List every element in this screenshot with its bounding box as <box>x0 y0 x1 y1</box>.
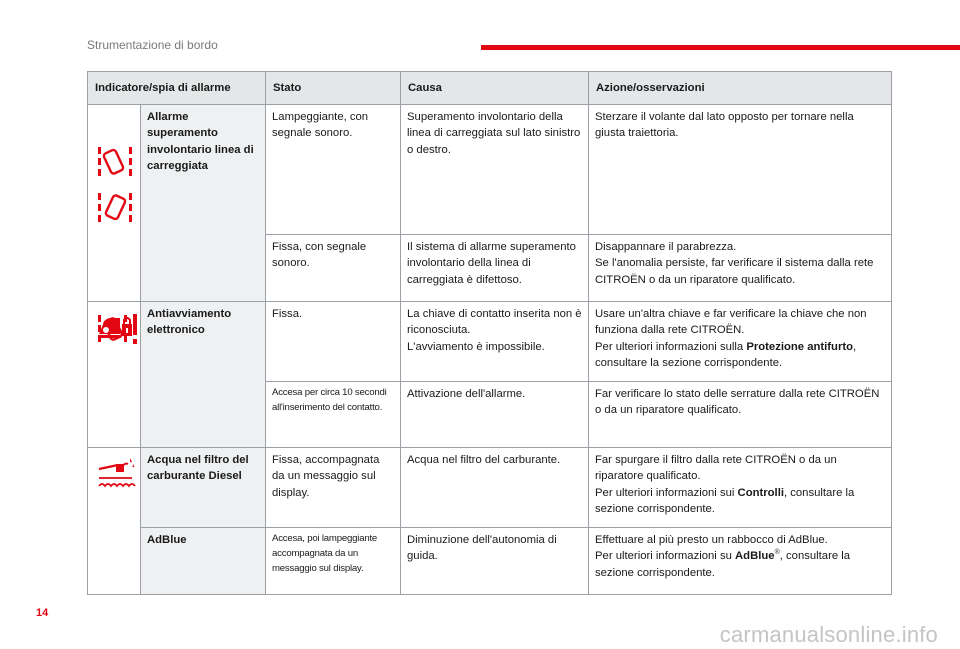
indicator-name: Antiavviamento elettronico <box>141 302 266 448</box>
stato-cell: Fissa, con segnale sonoro. <box>266 235 401 302</box>
icon-cell-lane <box>88 105 141 302</box>
stato-cell: Fissa, accompagnata da un messaggio sul display. <box>266 448 401 528</box>
stato-cell: Accesa, poi lampeggiante accompagnata da un messaggio sul display. <box>266 528 401 595</box>
azione-line: Far spurgare il filtro dalla rete CITROËN o da un riparatore qualificato. <box>595 454 837 483</box>
azione-text: Per ulteriori informazioni sui <box>595 486 738 499</box>
azione-cell <box>589 528 892 595</box>
column-header-causa: Causa <box>401 72 589 105</box>
causa-line: La chiave di contatto inserita non è riconosciuta. <box>407 308 582 337</box>
causa-cell <box>401 302 589 382</box>
azione-text: , consultare la sezione corrispondente. <box>595 550 851 579</box>
azione-line <box>595 339 885 372</box>
stato-cell: Fissa. <box>266 302 401 382</box>
indicator-name: Allarme superamento involontario linea di carreggiata <box>141 105 266 302</box>
indicator-name: Acqua nel filtro del carburante Diesel <box>141 448 266 528</box>
causa-cell: Acqua nel filtro del carburante. <box>401 448 589 528</box>
table-row <box>88 302 892 382</box>
indicator-name: AdBlue <box>141 528 266 595</box>
azione-line: Usare un'altra chiave e far verificare la chiave che non funziona dalla rete CITROËN. <box>595 308 867 337</box>
table-row <box>88 528 892 595</box>
page-section-title: Strumentazione di bordo <box>87 38 218 52</box>
stato-cell: Accesa per circa 10 secondi all'inserimento del contatto. <box>266 382 401 448</box>
azione-bold-ref: AdBlue <box>735 550 775 563</box>
azione-line <box>595 548 885 581</box>
azione-line: Se l'anomalia persiste, far verificare il sistema dalla rete CITROËN o da un riparatore qualificato. <box>595 257 874 286</box>
table-header-row <box>88 72 892 105</box>
causa-cell: Diminuzione dell'autonomia di guida. <box>401 528 589 595</box>
table-row <box>88 105 892 235</box>
icon-cell-immobiliser <box>88 302 141 448</box>
stato-cell: Lampeggiante, con segnale sonoro. <box>266 105 401 235</box>
registered-mark: ® <box>774 549 780 557</box>
azione-text: , consultare la sezione corrispondente. <box>595 340 857 370</box>
azione-cell <box>589 448 892 528</box>
page-number: 14 <box>36 607 49 619</box>
azione-line: Effettuare al più presto un rabbocco di AdBlue. <box>595 534 828 546</box>
watermark-link[interactable]: carmanualsonline.info <box>719 622 938 647</box>
lane-departure-icon <box>96 145 136 230</box>
azione-bold-ref: Protezione antifurto <box>746 340 854 353</box>
column-header-azione: Azione/osservazioni <box>589 72 892 105</box>
azione-cell <box>589 302 892 382</box>
causa-cell: Il sistema di allarme superamento involontario della linea di carreggiata è difettoso. <box>401 235 589 302</box>
azione-text: Per ulteriori informazioni su <box>595 550 736 563</box>
indicators-table <box>87 71 892 595</box>
azione-cell: Far verificare lo stato delle serrature dalla rete CITROËN o da un riparatore qualificato. <box>589 382 892 448</box>
column-header-stato: Stato <box>266 72 401 105</box>
causa-cell: Attivazione dell'allarme. <box>401 382 589 448</box>
azione-line <box>595 485 885 518</box>
azione-text: , consultare la sezione corrispondente. <box>595 486 855 516</box>
azione-cell <box>589 235 892 302</box>
column-header-indicator: Indicatore/spia di allarme <box>88 72 266 105</box>
icon-cell-diesel <box>88 448 141 595</box>
causa-cell: Superamento involontario della linea di carreggiata sul lato sinistro o destro. <box>401 105 589 235</box>
water-in-diesel-filter-icon <box>96 456 138 495</box>
table-row <box>88 448 892 528</box>
immobiliser-key-icon <box>96 310 134 347</box>
causa-line: L'avviamento è impossibile. <box>407 340 545 353</box>
azione-cell: Sterzare il volante dal lato opposto per tornare nella giusta traiettoria. <box>589 105 892 235</box>
azione-bold-ref: Controlli <box>737 486 784 499</box>
azione-text: Per ulteriori informazioni sulla <box>595 340 747 353</box>
azione-line: Disappannare il parabrezza. <box>595 241 737 253</box>
header-accent-bar <box>481 45 960 50</box>
